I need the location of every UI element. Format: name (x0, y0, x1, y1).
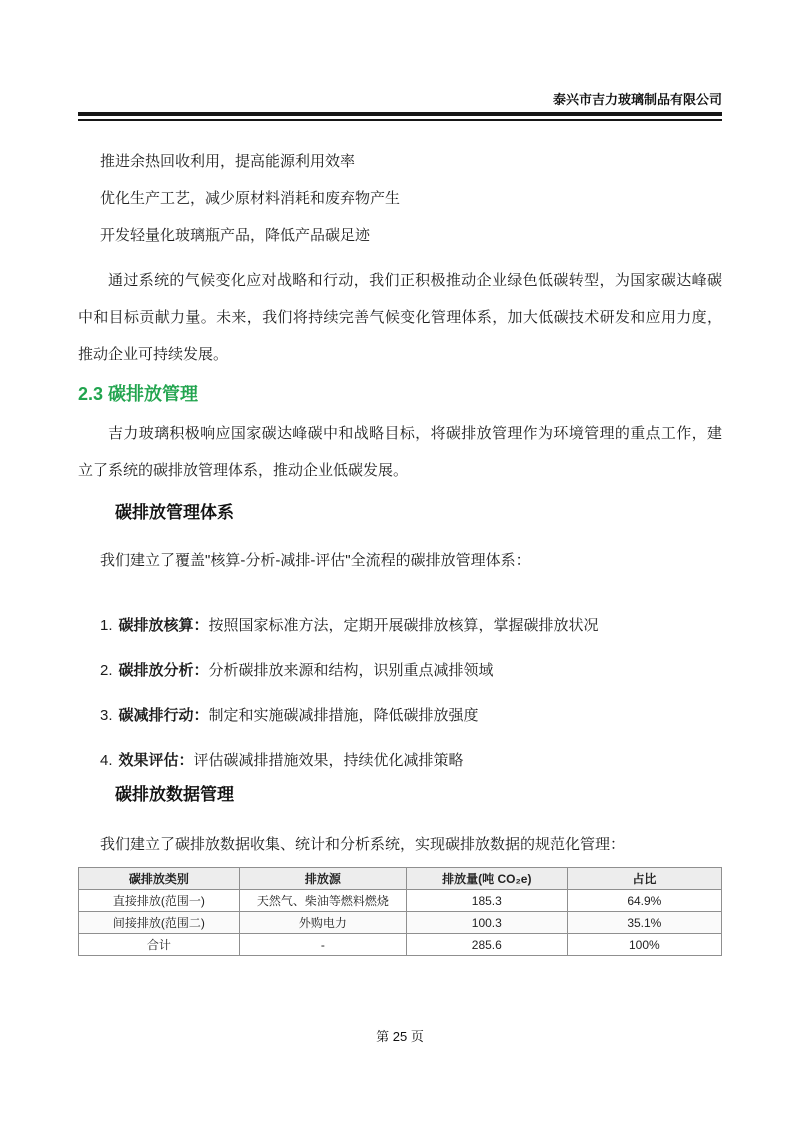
header-rule-thin (78, 119, 722, 121)
measure-line: 优化生产工艺，减少原材料消耗和废弃物产生 (100, 190, 401, 207)
emissions-table (78, 867, 722, 956)
table-cell: 185.3 (406, 890, 567, 912)
step-desc: 按照国家标准方法，定期开展碳排放核算，掌握碳排放状况 (208, 617, 599, 634)
step-number: 3. (100, 707, 113, 724)
system-intro: 我们建立了覆盖"核算-分析-减排-评估"全流程的碳排放管理体系： (100, 552, 531, 569)
step-term: 效果评估： (118, 752, 194, 769)
table-cell: 天然气、柴油等燃料燃烧 (239, 890, 406, 912)
step-item (100, 648, 722, 693)
climate-paragraph: 通过系统的气候变化应对战略和行动，我们正积极推动企业绿色低碳转型，为国家碳达峰碳中和目标贡献力量。未来，我们将持续完善气候变化管理体系，加大低碳技术研发和应用力度，推动企业可持续发展。 (78, 272, 722, 363)
step-number: 1. (100, 617, 113, 634)
table-row (79, 890, 722, 912)
table-cell: 285.6 (406, 934, 567, 956)
data-intro: 我们建立了碳排放数据收集、统计和分析系统，实现碳排放数据的规范化管理： (100, 836, 626, 853)
step-item (100, 738, 722, 783)
column-header-source: 排放源 (239, 868, 406, 890)
table-cell: 间接排放(范围二) (79, 912, 240, 934)
step-desc: 分析碳排放来源和结构，识别重点减排领域 (208, 662, 494, 679)
table-cell: 外购电力 (239, 912, 406, 934)
section-title: 2.3 碳排放管理 (78, 384, 199, 404)
document-header (78, 92, 722, 121)
measure-line: 开发轻量化玻璃瓶产品，降低产品碳足迹 (100, 227, 371, 244)
column-header-share: 占比 (567, 868, 721, 890)
step-term: 碳排放分析： (118, 662, 209, 679)
step-term: 碳减排行动： (118, 707, 209, 724)
header-rule-thick (78, 112, 722, 116)
table-header-row (79, 868, 722, 890)
column-header-amount: 排放量(吨 CO₂e) (406, 868, 567, 890)
step-item (100, 603, 722, 648)
step-number: 4. (100, 752, 113, 769)
table-cell: 35.1% (567, 912, 721, 934)
table-cell: 64.9% (567, 890, 721, 912)
table-cell: 100% (567, 934, 721, 956)
table-cell: 合计 (79, 934, 240, 956)
section-intro: 吉力玻璃积极响应国家碳达峰碳中和战略目标，将碳排放管理作为环境管理的重点工作，建立了系统的碳排放管理体系，推动企业低碳发展。 (78, 425, 722, 479)
company-name: 泰兴市吉力玻璃制品有限公司 (552, 92, 722, 107)
step-item (100, 693, 722, 738)
table-cell: 直接排放(范围一) (79, 890, 240, 912)
step-desc: 评估碳减排措施效果，持续优化减排策略 (193, 752, 464, 769)
step-desc: 制定和实施碳减排措施，降低碳排放强度 (208, 707, 479, 724)
measure-line: 推进余热回收利用，提高能源利用效率 (100, 153, 356, 170)
step-term: 碳排放核算： (118, 617, 209, 634)
subsection-heading-data: 碳排放数据管理 (115, 785, 234, 804)
table-row (79, 934, 722, 956)
measures-list (100, 143, 722, 254)
table-cell: - (239, 934, 406, 956)
column-header-category: 碳排放类别 (79, 868, 240, 890)
subsection-heading-system: 碳排放管理体系 (115, 503, 234, 522)
table-cell: 100.3 (406, 912, 567, 934)
steps-list (100, 603, 722, 783)
step-number: 2. (100, 662, 113, 679)
table-row (79, 912, 722, 934)
page-number: 第 25 页 (376, 1029, 424, 1044)
